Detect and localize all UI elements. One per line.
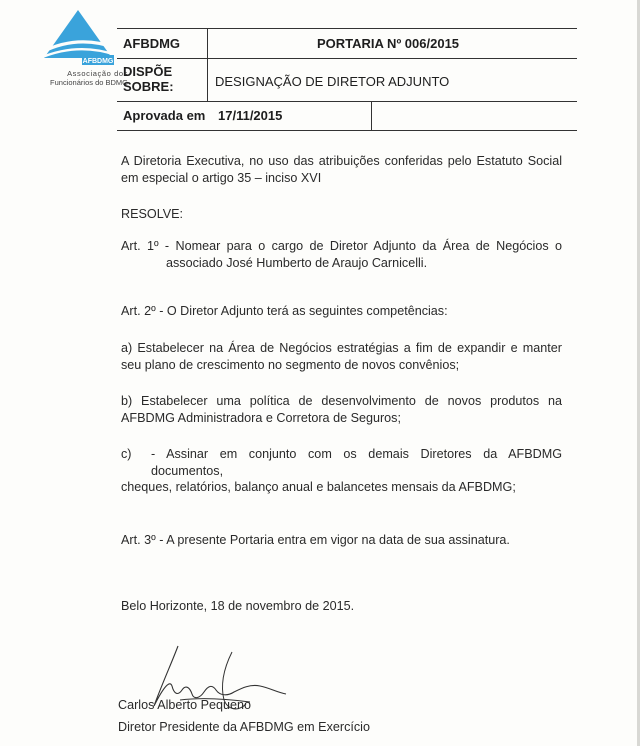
intro-paragraph: A Diretoria Executiva, no uso das atribuições conferidas pelo Estatuto Social em especial o artigo 35 – inciso XVI [121, 154, 562, 185]
item-c-label: c) [121, 447, 132, 461]
signer-title: Diretor Presidente da AFBDMG em Exercício [118, 720, 370, 734]
date-line: Belo Horizonte, 18 de novembro de 2015. [121, 599, 355, 613]
portaria-number: PORTARIA Nº 006/2015 [317, 36, 460, 51]
signer-name: Carlos Alberto Pequeno [118, 698, 252, 712]
header-org: AFBDMG [123, 36, 181, 51]
afbdmg-logo [28, 8, 128, 88]
item-c: c) - Assinar em conjunto com os demais Diretores da AFBDMG documentos, cheques, relatórios, balanço anual e balancetes mensais da AFBDMG; [121, 447, 562, 494]
header-divider-2 [371, 101, 372, 130]
header-top-rule [117, 28, 577, 29]
item-b: b) Estabelecer uma política de desenvolvimento de novos produtos na AFBDMG Administradora e Corretora de Seguros; [121, 394, 562, 425]
article-2: Art. 2º - O Diretor Adjunto terá as seguintes competências: [121, 304, 448, 318]
header-rule-2 [117, 101, 577, 102]
article-3: Art. 3º - A presente Portaria entra em vigor na data de sua assinatura. [121, 533, 510, 547]
item-a: a) Estabelecer na Área de Negócios estratégias a fim de expandir e manter seu plano de crescimento no segmento de novos convênios; [121, 341, 562, 372]
resolve-heading: RESOLVE: [121, 207, 184, 221]
header-divider-1 [207, 28, 208, 101]
approved-date: 17/11/2015 [218, 108, 283, 123]
logo-association-text: Associação dos [67, 69, 128, 78]
subject-text: DESIGNAÇÃO DE DIRETOR ADJUNTO [215, 74, 450, 89]
article-1: Art. 1º - Nomear para o cargo de Diretor Adjunto da Área de Negócios o associado José Humberto de Araujo Carnicelli. [121, 239, 562, 270]
header-table [117, 28, 577, 131]
approved-label: Aprovada em [123, 108, 206, 123]
dispoe-label: DISPÕE SOBRE: [123, 64, 174, 94]
logo-badge-text: AFBDMG [82, 58, 114, 65]
logo-employees-text: Funcionários do BDMG [50, 78, 128, 87]
header-bottom-rule [117, 130, 577, 131]
logo-triangle-icon [38, 8, 118, 68]
header-rule-1 [117, 58, 577, 59]
